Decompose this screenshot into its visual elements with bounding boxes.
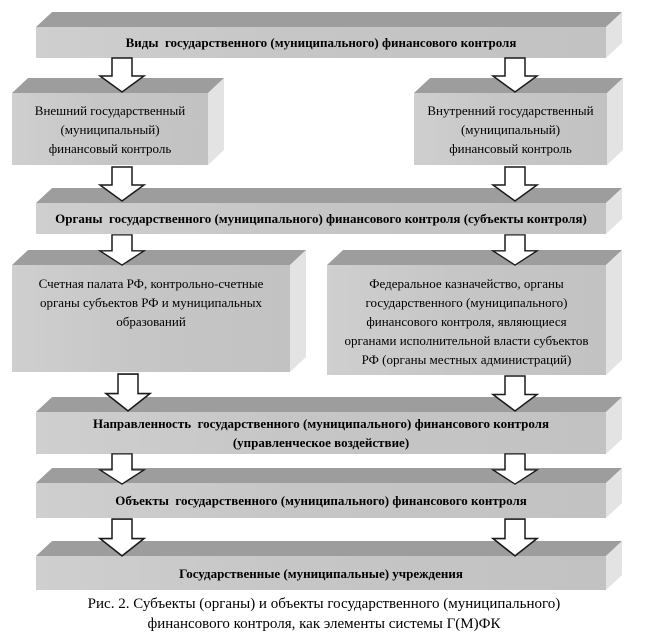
external-control-line: финансовый контроль (48, 140, 172, 156)
institutions-label: Государственные (муниципальные) учреждения (179, 565, 463, 581)
box-front-face (327, 265, 606, 375)
control-direction-line: Направленность государственного (муниципального) финансового контроля (93, 416, 549, 431)
box-control-organs (36, 203, 606, 234)
down-arrow-icon (99, 57, 145, 93)
federal-treasury-line: органами исполнительной власти субъектов (344, 333, 589, 348)
box-side-face (607, 78, 623, 165)
box-control-direction (36, 412, 606, 454)
box-front-face (36, 483, 606, 518)
box-institutions (36, 556, 606, 590)
external-control-line: (муниципальный) (60, 121, 160, 137)
box-front-face (12, 265, 290, 372)
figure-caption-line: Рис. 2. Субъекты (органы) и объекты государственного (муниципального) (87, 596, 561, 612)
box-top-face (12, 250, 306, 265)
federal-treasury-line: РФ (органы местных администраций) (361, 352, 572, 367)
box-external-control (12, 93, 208, 165)
internal-control-line: финансовый контроль (449, 140, 572, 156)
down-arrow-icon (99, 518, 145, 557)
box-control-objects (36, 483, 606, 518)
box-front-face (36, 556, 606, 590)
down-arrow-icon (99, 234, 145, 266)
down-arrow-icon (492, 166, 538, 202)
down-arrow-icon (492, 375, 538, 412)
control-organs-label: Органы государственного (муниципального) финансового контроля (субъекты контроля) (55, 211, 587, 226)
box-front-face (36, 27, 606, 58)
figure-caption (0, 594, 648, 634)
external-control-line: Внешний государственный (34, 102, 186, 118)
federal-treasury-line: государственного (муниципального) (365, 295, 568, 310)
internal-control-line: Внутренний государственный (427, 102, 594, 118)
box-control-types (36, 27, 606, 58)
accounts-chamber-line: органы субъектов РФ и муниципальных (39, 295, 263, 310)
down-arrow-icon (492, 234, 538, 266)
down-arrow-icon (492, 518, 538, 557)
down-arrow-icon (492, 57, 538, 93)
control-objects-label: Объекты государственного (муниципального) финансового контроля (115, 493, 527, 508)
box-front-face (12, 93, 208, 165)
federal-treasury-line: Федеральное казначейство, органы (369, 276, 564, 291)
box-front-face (36, 203, 606, 234)
box-top-face (36, 12, 622, 27)
accounts-chamber-line: образований (116, 314, 186, 329)
down-arrow-icon (492, 453, 538, 485)
federal-treasury-line: финансового контроля, являющиеся (366, 314, 567, 329)
box-front-face (36, 412, 606, 454)
box-front-face (414, 93, 607, 165)
internal-control-line: (муниципальный) (460, 121, 561, 137)
box-top-face (327, 250, 622, 265)
down-arrow-icon (105, 373, 151, 412)
accounts-chamber-line: Счетная палата РФ, контрольно-счетные (38, 276, 264, 291)
box-side-face (208, 78, 224, 165)
box-internal-control (414, 93, 607, 165)
down-arrow-icon (99, 453, 145, 485)
control-direction-line: (управленческое воздействие) (232, 435, 410, 450)
down-arrow-icon (99, 166, 145, 202)
box-side-face (606, 250, 622, 375)
control-types-label: Виды государственного (муниципального) финансового контроля (125, 35, 517, 50)
figure-caption-line: финансового контроля, как элементы системы Г(М)ФК (147, 616, 501, 632)
box-accounts-chamber (12, 265, 290, 372)
box-federal-treasury (327, 265, 606, 375)
box-side-face (290, 250, 306, 372)
